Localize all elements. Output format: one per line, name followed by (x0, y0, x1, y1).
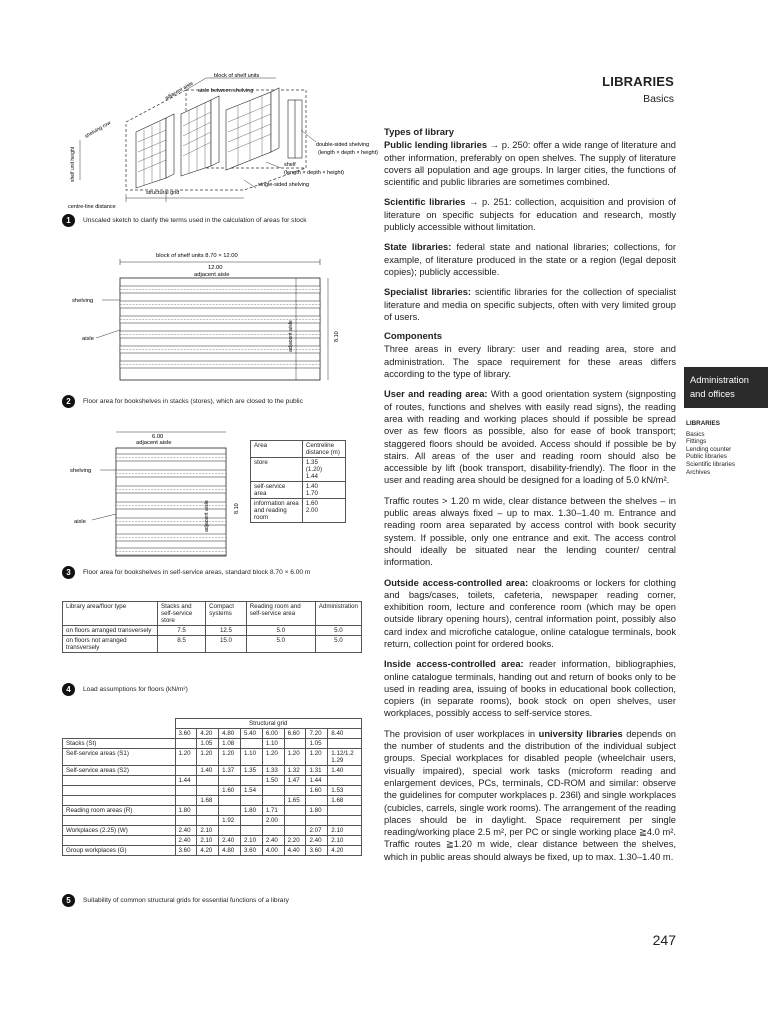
fig5-row (63, 836, 362, 846)
fig5-cell: 2.10 (197, 826, 219, 836)
fig5-cell (175, 766, 197, 776)
fig5-row-label (63, 836, 176, 846)
body-text-column (384, 127, 676, 871)
fig5-cell: 4.80 (219, 846, 241, 856)
fig4-row1-stacks: 7.5 (158, 626, 206, 636)
specialist-term: Specialist libraries: (384, 287, 472, 298)
fig5-grid-4: 6.00 (262, 729, 284, 739)
outside-term: Outside access-controlled area: (384, 577, 529, 588)
fig5-cell: 1.20 (219, 749, 241, 766)
fig3-shelving-label: shelving (70, 468, 92, 474)
fig5-cell: 1.20 (306, 749, 328, 766)
fig5-row (63, 739, 362, 749)
fig4-row1-admin: 5.0 (315, 626, 361, 636)
side-nav-item-fittings[interactable]: Fittings (686, 438, 707, 446)
section-tab-line1: Administration (690, 375, 749, 385)
figure-4-caption-text: Load assumptions for floors (kN/m²) (83, 686, 188, 693)
inside-paragraph (384, 658, 676, 719)
sketch-label-double-sided: double-sided shelving (316, 142, 370, 148)
fig5-cell (197, 786, 219, 796)
fig4-row2-compact: 15.0 (206, 636, 247, 653)
fig5-cell: 2.20 (284, 836, 306, 846)
fig5-cell (284, 786, 306, 796)
fig5-cell (240, 796, 262, 806)
state-text: federal state and national libraries; collections, for example, of literature produced in the state or a region (legal deposit copies); publicly accessible. (384, 242, 676, 277)
page-title: LIBRARIES (602, 74, 674, 89)
side-nav-item-scientific-libraries[interactable]: Scientific libraries (686, 460, 735, 468)
state-paragraph (384, 241, 676, 278)
fig5-cell: 1.54 (240, 786, 262, 796)
fig5-cell: 2.10 (328, 836, 362, 846)
components-heading: Components (384, 331, 443, 343)
sketch-label-single-sided: single-sided shelving (258, 182, 310, 188)
fig5-cell: 4.00 (262, 846, 284, 856)
inside-text: reader information, bibliographies, online catalogue terminals, handing out and return of books only to be used in reading area, issuing of books in educational book collection, copiers (in separate rooms), book stock on open shelves, user workplaces, possibly access to self-service stores. (384, 659, 676, 719)
fig3-header-area: Area (251, 441, 303, 458)
fig5-cell: 1.50 (262, 776, 284, 786)
user-text: With a good orientation system (signposting of routes, functions and shelves with easily read signs), the reading area with reading and working places should if possible be spread over as few floors as possible, also for ease of book transport; staggered floors should be avoided. Access should if possible be by stairs. All areas of the user and reading room should also be accessible by lift (book transport, disability-friendly). The floor in the user and reading area should be designed for a loading of 5.0 kN/m². (384, 389, 676, 486)
scientific-term: Scientific libraries (384, 197, 466, 208)
fig5-cell: 3.60 (240, 846, 262, 856)
fig5-cell: 1.20 (262, 749, 284, 766)
fig5-cell: 2.40 (219, 836, 241, 846)
fig5-cell (328, 816, 362, 826)
fig5-cell (262, 786, 284, 796)
figure-3-caption-text: Floor area for bookshelves in self-service areas, standard block 8.70 × 6.00 m (83, 569, 311, 576)
sketch-label-adjacent-aisle: adjacent aisle (164, 80, 195, 102)
sketch-label-shelf: shelf (284, 162, 296, 168)
figure-1-sketch (66, 70, 386, 215)
fig5-cell: 1.12/1.2 1.29 (328, 749, 362, 766)
fig5-cell: 1.05 (306, 739, 328, 749)
sketch-label-centre-line: centre-line distance (68, 204, 116, 210)
sketch-label-shelf-unit-height: shelf unit height (70, 146, 76, 182)
fig5-cell (219, 826, 241, 836)
public-paragraph (384, 139, 676, 188)
public-term: Public lending libraries (384, 140, 488, 151)
fig4-row2-reading: 5.0 (246, 636, 315, 653)
side-nav-item-archives[interactable]: Archives (686, 468, 711, 476)
fig5-cell: 1.35 (240, 766, 262, 776)
figure-1-caption (62, 214, 382, 227)
fig5-cell (175, 786, 197, 796)
figure-5-caption (62, 894, 382, 907)
fig5-row (63, 806, 362, 816)
provision-paragraph (384, 728, 676, 863)
fig5-row-label (63, 786, 176, 796)
fig2-width-dim: 12.00 (208, 265, 223, 271)
fig5-cell (284, 806, 306, 816)
fig5-cell: 1.60 (219, 786, 241, 796)
fig5-cell (175, 796, 197, 806)
fig4-row1-compact: 12.5 (206, 626, 247, 636)
fig5-cell: 1.33 (262, 766, 284, 776)
fig5-cell: 1.65 (284, 796, 306, 806)
scientific-text: → p. 251: collection, acquisition and provision of literature on specific subjects for education and research, mostly publicly accessible without limitation. (384, 197, 676, 233)
fig5-row (63, 766, 362, 776)
fig5-cell: 1.10 (262, 739, 284, 749)
fig5-cell (240, 826, 262, 836)
fig5-title: Structural grid (175, 719, 362, 729)
fig3-aisle-label: aisle (74, 519, 86, 525)
fig5-cell (262, 796, 284, 806)
fig5-cell: 1.80 (175, 806, 197, 816)
fig3-header-distance: Centreline distance (m) (302, 441, 345, 458)
fig3-row-self-service-value: 1.40 1.70 (302, 482, 345, 499)
specialist-text: scientific libraries for the collection of specialist literature and media on specific subjects, often with very limited group of users. (384, 287, 676, 322)
public-text: → p. 250: offer a wide range of literature and other information, preferably on open shelves. The supply of literature covers all population and age groups. In larger cities, the functions of scientific and public libraries are sometimes combined. (384, 140, 676, 188)
fig5-cell: 1.80 (306, 806, 328, 816)
fig5-cell: 1.68 (328, 796, 362, 806)
fig5-cell: 3.60 (306, 846, 328, 856)
fig3-row-store-label: store (251, 458, 303, 482)
fig5-row-label (63, 776, 176, 786)
fig5-row-label (63, 796, 176, 806)
figure-4-table (62, 601, 362, 653)
fig3-width-dim: 6.00 (152, 434, 164, 440)
sketch-label-aisle-between: aisle between shelving (198, 88, 254, 94)
fig5-cell: 1.60 (306, 786, 328, 796)
figure-2-number: 2 (62, 395, 75, 408)
fig5-row (63, 749, 362, 766)
fig5-cell: 2.40 (262, 836, 284, 846)
fig5-cell: 1.71 (262, 806, 284, 816)
fig5-row-label: Reading room areas (R) (63, 806, 176, 816)
fig5-row (63, 776, 362, 786)
fig5-cell: 1.53 (328, 786, 362, 796)
fig5-cell: 1.44 (306, 776, 328, 786)
fig3-area-table (250, 440, 346, 523)
fig5-corner (63, 719, 176, 729)
side-navigation (686, 420, 766, 476)
section-tab-line2: and offices (690, 389, 735, 399)
inside-term: Inside access-controlled area: (384, 659, 524, 670)
fig5-cell (219, 806, 241, 816)
fig5-corner-2 (63, 729, 176, 739)
side-nav-item-public-libraries[interactable]: Public libraries (686, 453, 727, 461)
fig5-cell: 1.10 (240, 749, 262, 766)
sketch-label-shelf-dims: (length × depth × height) (284, 170, 344, 176)
fig5-cell: 4.20 (328, 846, 362, 856)
fig5-cell (175, 739, 197, 749)
fig5-cell: 1.44 (175, 776, 197, 786)
page-subtitle: Basics (643, 93, 674, 105)
fig5-cell: 1.68 (197, 796, 219, 806)
fig5-cell: 2.10 (240, 836, 262, 846)
fig5-row-label: Workplaces (2.25) (W) (63, 826, 176, 836)
fig5-row-label: Group workplaces (G) (63, 846, 176, 856)
fig4-row2-admin: 5.0 (315, 636, 361, 653)
outside-text: cloakrooms or lockers for clothing and bags/cases, toilets, cafeteria, newspaper reading corner, exhibition room, lecture and conference room (which may be open outside library opening hours), central information point, possibly also card index and microfiche catalogue, online catalogue terminals, book return, collection point for ordered books. (384, 577, 676, 649)
state-term: State libraries: (384, 242, 452, 253)
provision-text-b: depends on the number of students and the distribution of the individual subject groups. Special workplaces for disabled people (wheelchair users, visually impaired), special work tasks (microform reading and enlargement devices, PCs, terminals, CD-ROM and similar: observe the guidelines for computer workplaces p. 236l) and single workplaces (cubicles, carrels, single work rooms). The arrangement of the reading places should be in daylight. Space requirement per single reading/working place 2.5 m², per PC or single working place ≧4.0 m². Traffic routes ≧1.20 m wide, clear distance between the shelves, which in public areas should always be fixed, up to max. 1.30–1.40 m. (384, 728, 676, 862)
fig2-shelving-label: shelving (72, 298, 94, 304)
sketch-label-double-sided-dims: (length × depth × height) (318, 150, 378, 156)
fig4-row1-label: on floors arranged transversely (63, 626, 158, 636)
fig5-row-label: Stacks (St) (63, 739, 176, 749)
fig5-cell: 1.32 (284, 766, 306, 776)
figure-5-caption-text: Suitability of common structural grids for essential functions of a library (83, 897, 289, 904)
fig5-cell: 1.47 (284, 776, 306, 786)
figure-1-caption-text: Unscaled sketch to clarify the terms used in the calculation of areas for stock (83, 217, 307, 224)
fig5-cell (306, 816, 328, 826)
user-term: User and reading area: (384, 389, 488, 400)
fig5-cell: 4.40 (284, 846, 306, 856)
fig5-cell: 2.07 (306, 826, 328, 836)
fig5-row-label: Self-service areas (S1) (63, 749, 176, 766)
fig3-row-store-value: 1.35 (1.20) 1.44 (302, 458, 345, 482)
fig5-cell: 1.37 (219, 766, 241, 776)
provision-text-a: The provision of user workplaces in (384, 728, 536, 739)
fig5-grid-6: 7.20 (306, 729, 328, 739)
fig5-cell: 1.08 (219, 739, 241, 749)
fig5-row-label (63, 816, 176, 826)
side-nav-item-basics[interactable]: Basics (686, 430, 705, 438)
fig5-cell: 1.80 (240, 806, 262, 816)
fig5-cell (328, 806, 362, 816)
fig5-cell: 2.10 (197, 836, 219, 846)
fig3-adjacent-aisle: adjacent aisle (136, 440, 172, 446)
figure-3-plan (66, 424, 246, 564)
fig4-header-compact: Compact systems (206, 602, 247, 626)
self-service-plan-drawing (66, 424, 246, 564)
fig5-cell (240, 739, 262, 749)
fig5-cell: 2.40 (175, 836, 197, 846)
types-heading: Types of library (384, 127, 455, 138)
figure-3-caption (62, 566, 382, 579)
figure-2-plan (66, 248, 366, 388)
fig2-side-dim: 8.10 (334, 331, 340, 342)
figure-4-caption (62, 683, 382, 696)
fig5-cell (284, 739, 306, 749)
fig5-cell: 2.00 (262, 816, 284, 826)
outside-paragraph (384, 577, 676, 651)
fig5-row (63, 786, 362, 796)
fig5-cell (219, 776, 241, 786)
sketch-label-block: block of shelf units (214, 73, 260, 79)
fig5-row (63, 816, 362, 826)
fig5-cell (175, 816, 197, 826)
fig2-aisle-label: aisle (82, 336, 94, 342)
fig5-row (63, 826, 362, 836)
fig2-side-aisle: adjacent aisle (288, 320, 294, 352)
fig5-cell (240, 816, 262, 826)
fig5-cell: 1.05 (197, 739, 219, 749)
fig5-cell: 1.40 (197, 766, 219, 776)
fig5-cell: 1.20 (175, 749, 197, 766)
figure-1-number: 1 (62, 214, 75, 227)
side-nav-heading: LIBRARIES (686, 420, 720, 427)
fig5-grid-7: 8.40 (328, 729, 362, 739)
fig2-adjacent-aisle: adjacent aisle (194, 272, 230, 278)
fig5-cell (284, 826, 306, 836)
fig5-grid-1: 4.20 (197, 729, 219, 739)
fig5-cell (328, 776, 362, 786)
fig5-cell: 2.10 (328, 826, 362, 836)
fig5-cell (328, 739, 362, 749)
fig5-grid-0: 3.60 (175, 729, 197, 739)
fig5-grid-3: 5.40 (240, 729, 262, 739)
fig5-cell: 2.40 (175, 826, 197, 836)
components-paragraph: Three areas in every library: user and reading area, store and administration. The space requirement for these areas differs according to the type of library. (384, 344, 676, 380)
fig4-row2-label: on floors not arranged transversely (63, 636, 158, 653)
fig5-cell (197, 806, 219, 816)
sketch-label-structural-grid: structural grid (146, 190, 180, 196)
fig5-cell: 1.40 (328, 766, 362, 776)
fig4-header-type: Library area/floor type (63, 602, 158, 626)
fig5-cell: 2.40 (306, 836, 328, 846)
shelving-sketch-drawing (66, 70, 386, 215)
fig5-cell (219, 796, 241, 806)
side-nav-item-lending-counter[interactable]: Lending counter (686, 445, 732, 453)
fig5-row (63, 846, 362, 856)
fig4-row2-stacks: 8.5 (158, 636, 206, 653)
user-paragraph (384, 388, 676, 486)
fig5-cell: 1.92 (219, 816, 241, 826)
fig5-cell: 1.20 (197, 749, 219, 766)
fig5-cell: 4.20 (197, 846, 219, 856)
fig5-cell (240, 776, 262, 786)
stack-plan-drawing (66, 248, 366, 388)
fig5-cell: 3.60 (175, 846, 197, 856)
fig5-grid-2: 4.80 (219, 729, 241, 739)
fig4-header-stacks: Stacks and self-service store (158, 602, 206, 626)
figure-2-caption-text: Floor area for bookshelves in stacks (stores), which are closed to the public (83, 398, 303, 405)
fig3-row-information-label: information area and reading room (251, 499, 303, 523)
figure-5-number: 5 (62, 894, 75, 907)
fig5-cell (262, 826, 284, 836)
fig3-row-information-value: 1.60 2.00 (302, 499, 345, 523)
sketch-label-shelving-row: shelving row (84, 120, 112, 140)
fig5-row (63, 796, 362, 806)
fig5-cell: 1.31 (306, 766, 328, 776)
traffic-paragraph: Traffic routes > 1.20 m wide, clear distance between the shelves – in public areas always fixed – up to max. 1.30–1.40 m. Entrance and reading room area separated by access control with book security system. If possible, only one entrance and exit. The access control should ideally be situated near the lending counter/ central information. (384, 495, 676, 568)
section-tab[interactable] (684, 367, 768, 408)
fig5-grid-5: 6.60 (284, 729, 306, 739)
figure-4-number: 4 (62, 683, 75, 696)
provision-term: university libraries (538, 728, 623, 739)
fig5-cell: 1.20 (284, 749, 306, 766)
fig4-row1-reading: 5.0 (246, 626, 315, 636)
fig5-cell (284, 816, 306, 826)
figure-3-number: 3 (62, 566, 75, 579)
fig3-side-dim: 8.10 (234, 503, 240, 514)
fig4-header-reading: Reading room and self-service area (246, 602, 315, 626)
fig3-row-self-service-label: self-service area (251, 482, 303, 499)
fig5-cell (197, 776, 219, 786)
fig5-cell (306, 796, 328, 806)
fig5-row-label: Self-service areas (S2) (63, 766, 176, 776)
fig5-cell (197, 816, 219, 826)
fig3-side-aisle: adjacent aisle (204, 500, 210, 532)
page-number: 247 (652, 932, 676, 948)
figure-5-table (62, 718, 362, 856)
fig4-header-admin: Administration (315, 602, 361, 626)
figure-2-caption (62, 395, 382, 408)
scientific-paragraph (384, 196, 676, 233)
fig2-title: block of shelf units 8.70 × 12.00 (156, 253, 238, 259)
specialist-paragraph (384, 286, 676, 323)
